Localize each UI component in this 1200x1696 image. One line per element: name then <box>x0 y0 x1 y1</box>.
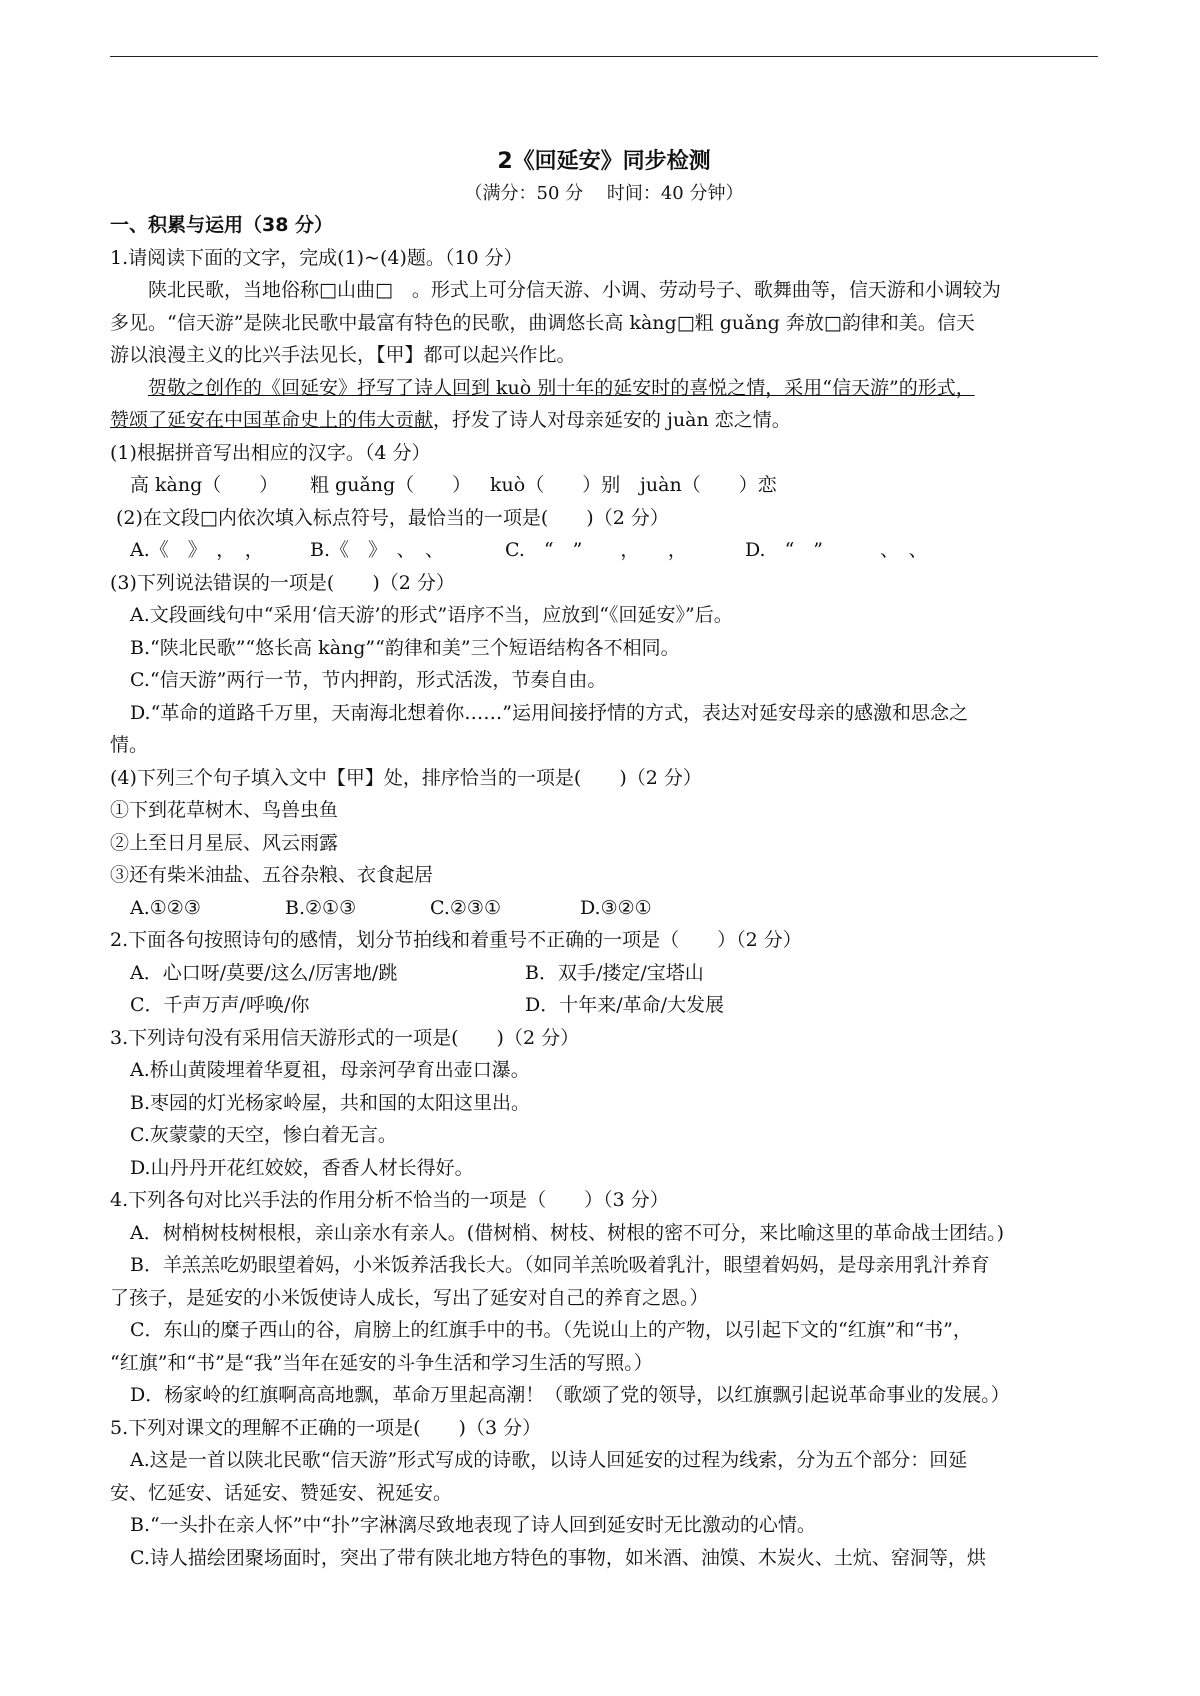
option-continued: 了孩子，是延安的小米饭使诗人成长，写出了延安对自己的养育之恩。） <box>110 1286 709 1309</box>
passage-text: ，抒发了诗人对母亲延安的 juàn 恋之情。 <box>433 409 791 431</box>
blank-item: 高 kàng（ ） <box>130 474 279 496</box>
option: A.桥山黄陵埋着华夏祖，母亲河孕育出壶口瀑。 <box>130 1059 530 1081</box>
q3-stem: 3.下列诗句没有采用信天游形式的一项是( )（2 分） <box>110 1026 580 1049</box>
sentence-item: ③还有柴米油盐、五谷杂粮、衣食起居 <box>110 864 434 886</box>
option: B．羊羔羔吃奶眼望着妈，小米饭养活我长大。（如同羊羔吮吸着乳汁，眼望着妈妈，是母亲用乳汁养育 <box>130 1254 990 1276</box>
q2-options-row <box>110 989 1098 1022</box>
option-continued: 安、忆延安、话延安、赞延安、祝延安。 <box>110 1481 453 1504</box>
blank-item: 粗 guǎng（ ） <box>310 474 472 496</box>
option: A.这是一首以陕北民歌“信天游”形式写成的诗歌，以诗人回延安的过程为线索，分为五个部分：回延 <box>130 1449 968 1471</box>
q1-stem: 1.请阅读下面的文字，完成(1)~(4)题。（10 分） <box>110 246 523 269</box>
q1-passage-line: 多见。“信天游”是陕北民歌中最富有特色的民歌，曲调悠长高 kàng□粗 guǎng 奔放□韵律和美。信天 <box>110 311 975 334</box>
option: B.枣园的灯光杨家岭屋，共和国的太阳这里出。 <box>130 1091 531 1114</box>
option: B.《 》 、 、 <box>310 539 445 561</box>
underlined-phrase: 赞颂了延安在中国革命史上的伟大贡献 <box>110 409 434 431</box>
q1-passage-line: 陕北民歌，当地俗称□山曲□ 。形式上可分信天游、小调、劳动号子、歌舞曲等，信天游和小调较为 <box>148 279 1001 301</box>
option: C.灰蒙蒙的天空，惨白着无言。 <box>130 1124 397 1146</box>
q1-passage-line: 游以浪漫主义的比兴手法见长，【甲】都可以起兴作比。 <box>110 344 576 366</box>
q4-stem: 4.下列各句对比兴手法的作用分析不恰当的一项是（ ）（3 分） <box>110 1189 669 1211</box>
q5-stem: 5.下列对课文的理解不正确的一项是( )（3 分） <box>110 1416 542 1439</box>
option: A.《 》 ， ， <box>130 539 264 561</box>
q1-sub1-stem: (1)根据拼音写出相应的汉字。（4 分） <box>110 441 431 464</box>
option: D．杨家岭的红旗啊高高地飘，革命万里起高潮！（歌颂了党的领导，以红旗飘引起说革命事业的发展。） <box>130 1384 1010 1406</box>
q1-sub1-blanks <box>110 469 1098 502</box>
worksheet <box>110 145 1098 1574</box>
option: D.“革命的道路千万里，天南海北想着你……”运用间接抒情的方式，表达对延安母亲的感激和思念之 <box>130 701 969 724</box>
option: D. “ ” 、 、 <box>745 539 928 561</box>
q1-sub2-options <box>110 534 1098 567</box>
q1-passage-underlined: 贺敬之创作的《回延安》抒写了诗人回到 kuò 别十年的延安时的喜悦之情，采用“信天游”的形式， <box>148 376 975 399</box>
page-subtitle: （满分：50 分 时间：40 分钟） <box>464 183 744 204</box>
q1-sub4-options <box>110 892 1098 925</box>
option: B.“陕北民歌”“悠长高 kàng”“韵律和美”三个短语结构各不相同。 <box>130 636 680 659</box>
option: B.“一头扑在亲人怀”中“扑”字淋漓尽致地表现了诗人回到延安时无比激动的心情。 <box>130 1514 816 1536</box>
sentence-item: ②上至日月星辰、风云雨露 <box>110 831 339 854</box>
blank-item: juàn（ ）恋 <box>640 474 777 496</box>
blank-item: kuò（ ）别 <box>490 474 621 496</box>
option: D.山丹丹开花红姣姣，香香人材长得好。 <box>130 1156 474 1179</box>
option: A．心口呀/莫要/这么/厉害地/跳 <box>130 961 398 984</box>
sentence-item: ①下到花草树木、鸟兽虫鱼 <box>110 799 339 821</box>
q2-stem: 2.下面各句按照诗句的感情，划分节拍线和着重号不正确的一项是（ ）（2 分） <box>110 929 802 951</box>
option: C．千声万声/呼唤/你 <box>130 994 310 1016</box>
option: A．树梢树枝树根根，亲山亲水有亲人。(借树梢、树枝、树根的密不可分，来比喻这里的革命战士团结。) <box>130 1221 1005 1244</box>
option: C.“信天游”两行一节，节内押韵，形式活泼，节奏自由。 <box>130 669 607 691</box>
option-continued: 情。 <box>110 734 149 756</box>
option: C. “ ” ， ， <box>505 539 687 561</box>
option-continued: “红旗”和“书”是“我”当年在延安的斗争生活和学习生活的写照。） <box>110 1351 653 1374</box>
section-heading: 一、积累与运用（38 分） <box>110 214 334 236</box>
q1-sub2-stem: (2)在文段□内依次填入标点符号，最恰当的一项是( )（2 分） <box>116 506 669 529</box>
q1-sub3-stem: (3)下列说法错误的一项是( )（2 分） <box>110 571 455 594</box>
q1-passage-line <box>110 404 1098 437</box>
option: B.②①③ <box>285 896 357 919</box>
header-rule <box>110 56 1098 57</box>
q2-options-row <box>110 957 1098 990</box>
option: D．十年来/革命/大发展 <box>525 994 725 1016</box>
option: A.文段画线句中“采用‘信天游’的形式”语序不当，应放到“《回延安》”后。 <box>130 604 733 626</box>
q1-sub4-stem: (4)下列三个句子填入文中【甲】处，排序恰当的一项是( )（2 分） <box>110 766 702 789</box>
option: C.诗人描绘团聚场面时，突出了带有陕北地方特色的事物，如米酒、油馍、木炭火、土炕、窑洞等，烘 <box>130 1546 986 1569</box>
option: D.③②① <box>580 896 652 919</box>
page-title: 2《回延安》同步检测 <box>497 149 711 174</box>
option: C．东山的糜子西山的谷，肩膀上的红旗手中的书。（先说山上的产物，以引起下文的“红旗”和“书”， <box>130 1319 972 1341</box>
option: A.①②③ <box>130 896 201 919</box>
option: B．双手/搂定/宝塔山 <box>525 961 704 984</box>
option: C.②③① <box>430 896 501 919</box>
